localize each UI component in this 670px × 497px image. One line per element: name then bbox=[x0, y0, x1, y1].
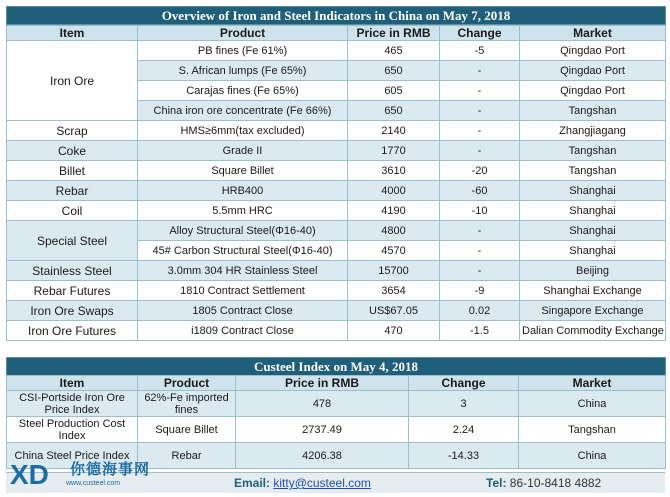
price-cell: 4800 bbox=[348, 221, 440, 241]
change-cell: - bbox=[440, 261, 520, 281]
change-cell: - bbox=[440, 81, 520, 101]
change-cell: - bbox=[440, 241, 520, 261]
product-cell: Square Billet bbox=[138, 161, 348, 181]
tel-block bbox=[486, 476, 601, 490]
price-cell: 3654 bbox=[348, 281, 440, 301]
product-cell: Square Billet bbox=[138, 417, 236, 443]
tel-number: 86-10-8418 4882 bbox=[509, 476, 602, 490]
price-cell: 4000 bbox=[348, 181, 440, 201]
market-cell: Qingdao Port bbox=[520, 81, 666, 101]
change-cell: - bbox=[440, 101, 520, 121]
product-cell: 5.5mm HRC bbox=[138, 201, 348, 221]
market-cell: Beijing bbox=[520, 261, 666, 281]
price-cell: 478 bbox=[236, 391, 409, 417]
item-cell: Coke bbox=[7, 141, 138, 161]
change-cell: -1.5 bbox=[440, 321, 520, 341]
header-change: Change bbox=[440, 26, 520, 41]
logo-text: XD bbox=[10, 459, 49, 490]
overview-title: Overview of Iron and Steel Indicators in China on May 7, 2018 bbox=[6, 6, 666, 25]
indicators-table bbox=[6, 25, 666, 341]
change-cell: -60 bbox=[440, 181, 520, 201]
item-cell: Special Steel bbox=[7, 221, 138, 261]
item-cell: CSI-Portside Iron Ore Price Index bbox=[7, 391, 138, 417]
market-cell: Tangshan bbox=[519, 417, 666, 443]
market-cell: Singapore Exchange bbox=[520, 301, 666, 321]
header-product: Product bbox=[138, 26, 348, 41]
price-cell: 465 bbox=[348, 41, 440, 61]
table-row bbox=[7, 417, 666, 443]
market-cell: Qingdao Port bbox=[520, 41, 666, 61]
product-cell: Alloy Structural Steel(Φ16-40) bbox=[138, 221, 348, 241]
email-link[interactable]: kitty@custeel.com bbox=[273, 476, 371, 490]
product-cell: 1805 Contract Close bbox=[138, 301, 348, 321]
price-cell: 650 bbox=[348, 61, 440, 81]
logo-url: www.custeel.com bbox=[66, 480, 121, 487]
item-cell: Iron Ore bbox=[7, 41, 138, 121]
table-row bbox=[7, 391, 666, 417]
market-cell: Zhangjiagang bbox=[520, 121, 666, 141]
custeel-logo-icon bbox=[8, 457, 66, 491]
change-cell: - bbox=[440, 221, 520, 241]
change-cell: - bbox=[440, 61, 520, 81]
product-cell: Grade II bbox=[138, 141, 348, 161]
header-market: Market bbox=[519, 376, 666, 391]
table-row bbox=[7, 221, 666, 241]
item-cell: Rebar Futures bbox=[7, 281, 138, 301]
table-row bbox=[7, 201, 666, 221]
table-row bbox=[7, 181, 666, 201]
product-cell: HRB400 bbox=[138, 181, 348, 201]
market-cell: Qingdao Port bbox=[520, 61, 666, 81]
table-row bbox=[7, 161, 666, 181]
market-cell: Shanghai bbox=[520, 221, 666, 241]
table-row bbox=[7, 41, 666, 61]
change-cell: 0.02 bbox=[440, 301, 520, 321]
market-cell: Shanghai bbox=[520, 241, 666, 261]
product-cell: S. African lumps (Fe 65%) bbox=[138, 61, 348, 81]
header-product: Product bbox=[138, 376, 236, 391]
item-cell: Iron Ore Swaps bbox=[7, 301, 138, 321]
price-cell: 4206.38 bbox=[236, 443, 409, 469]
change-cell: -20 bbox=[440, 161, 520, 181]
header-price: Price in RMB bbox=[348, 26, 440, 41]
product-cell: 3.0mm 304 HR Stainless Steel bbox=[138, 261, 348, 281]
change-cell: -9 bbox=[440, 281, 520, 301]
footer bbox=[6, 459, 665, 493]
price-cell: 4570 bbox=[348, 241, 440, 261]
market-cell: China bbox=[519, 443, 666, 469]
price-cell: 2140 bbox=[348, 121, 440, 141]
market-cell: Dalian Commodity Exchange bbox=[520, 321, 666, 341]
price-cell: 1770 bbox=[348, 141, 440, 161]
header-item: Item bbox=[7, 26, 138, 41]
price-cell: 470 bbox=[348, 321, 440, 341]
item-cell: Stainless Steel bbox=[7, 261, 138, 281]
table-row bbox=[7, 301, 666, 321]
item-cell: Billet bbox=[7, 161, 138, 181]
price-cell: 15700 bbox=[348, 261, 440, 281]
email-block bbox=[234, 476, 371, 490]
change-cell: -10 bbox=[440, 201, 520, 221]
market-cell: Shanghai bbox=[520, 181, 666, 201]
price-cell: US$67.05 bbox=[348, 301, 440, 321]
table-row bbox=[7, 281, 666, 301]
change-cell: 2.24 bbox=[409, 417, 519, 443]
item-cell: Iron Ore Futures bbox=[7, 321, 138, 341]
email-label: Email: bbox=[234, 476, 271, 490]
table-row bbox=[7, 261, 666, 281]
item-cell: Scrap bbox=[7, 121, 138, 141]
price-cell: 3610 bbox=[348, 161, 440, 181]
price-cell: 605 bbox=[348, 81, 440, 101]
market-cell: China bbox=[519, 391, 666, 417]
item-cell: China Steel Price Index bbox=[7, 443, 138, 469]
table-header-row bbox=[7, 376, 666, 391]
market-cell: Shanghai bbox=[520, 201, 666, 221]
market-cell: Tangshan bbox=[520, 141, 666, 161]
table-row bbox=[7, 321, 666, 341]
item-cell: Steel Production Cost Index bbox=[7, 417, 138, 443]
product-cell: PB fines (Fe 61%) bbox=[138, 41, 348, 61]
price-cell: 650 bbox=[348, 101, 440, 121]
table-header-row bbox=[7, 26, 666, 41]
price-cell: 2737.49 bbox=[236, 417, 409, 443]
header-market: Market bbox=[520, 26, 666, 41]
item-cell: Rebar bbox=[7, 181, 138, 201]
change-cell: -5 bbox=[440, 41, 520, 61]
product-cell: i1809 Contract Close bbox=[138, 321, 348, 341]
item-cell: Coil bbox=[7, 201, 138, 221]
price-cell: 4190 bbox=[348, 201, 440, 221]
market-cell: Tangshan bbox=[520, 101, 666, 121]
change-cell: - bbox=[440, 121, 520, 141]
product-cell: Carajas fines (Fe 65%) bbox=[138, 81, 348, 101]
header-change: Change bbox=[409, 376, 519, 391]
table-row bbox=[7, 141, 666, 161]
header-price: Price in RMB bbox=[236, 376, 409, 391]
market-cell: Shanghai Exchange bbox=[520, 281, 666, 301]
product-cell: China iron ore concentrate (Fe 66%) bbox=[138, 101, 348, 121]
change-cell: - bbox=[440, 141, 520, 161]
product-cell: 1810 Contract Settlement bbox=[138, 281, 348, 301]
header-item: Item bbox=[7, 376, 138, 391]
product-cell: Rebar bbox=[138, 443, 236, 469]
change-cell: 3 bbox=[409, 391, 519, 417]
custeel-index-title: Custeel Index on May 4, 2018 bbox=[6, 357, 666, 376]
product-cell: 62%-Fe imported fines bbox=[138, 391, 236, 417]
table-row bbox=[7, 121, 666, 141]
tel-label: Tel: bbox=[486, 476, 507, 490]
custeel-index-table bbox=[6, 375, 666, 469]
change-cell: -14.33 bbox=[409, 443, 519, 469]
product-cell: 45# Carbon Structural Steel(Φ16-40) bbox=[138, 241, 348, 261]
market-cell: Tangshan bbox=[520, 161, 666, 181]
logo-chinese-name: 你德海事网 bbox=[70, 461, 151, 478]
product-cell: HMS≥6mm(tax excluded) bbox=[138, 121, 348, 141]
